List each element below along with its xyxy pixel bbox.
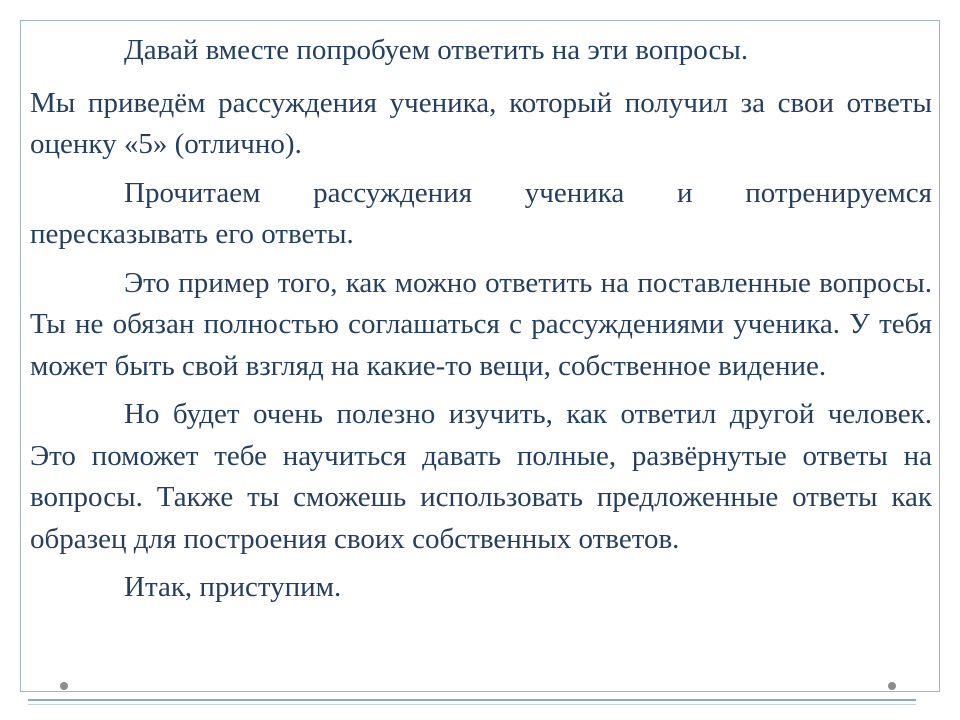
decorative-dot-left (60, 682, 68, 690)
paragraph-usefulness: Но будет очень полезно изучить, как ответил другой человек. Это поможет тебе научиться давать полные, развёрнутые ответы на вопросы. Также ты сможешь использовать предложенные ответы как образец для построения своих собственных ответов. (30, 398, 932, 555)
decorative-dot-right (888, 682, 896, 690)
paragraph-lets-start: Итак, приступим. (124, 571, 342, 603)
paragraph-student-reasoning: Мы приведём рассуждения ученика, который получил за свои ответы оценку «5» (отлично). (30, 86, 932, 160)
bottom-rule (28, 699, 916, 701)
paragraph-read-and-retell: Прочитаем рассуждения ученика и потренируемся пересказывать его ответы. (30, 176, 932, 250)
paragraph-example: Это пример того, как можно ответить на поставленные вопросы. Ты не обязан полностью соглашаться с рассуждениями ученика. У тебя может быть свой взгляд на какие-то вещи, собственное видение. (30, 266, 932, 382)
text-body (30, 30, 932, 616)
bottom-rule-thin (28, 704, 916, 705)
paragraph-intro: Давай вместе попробуем ответить на эти вопросы. (124, 34, 749, 66)
